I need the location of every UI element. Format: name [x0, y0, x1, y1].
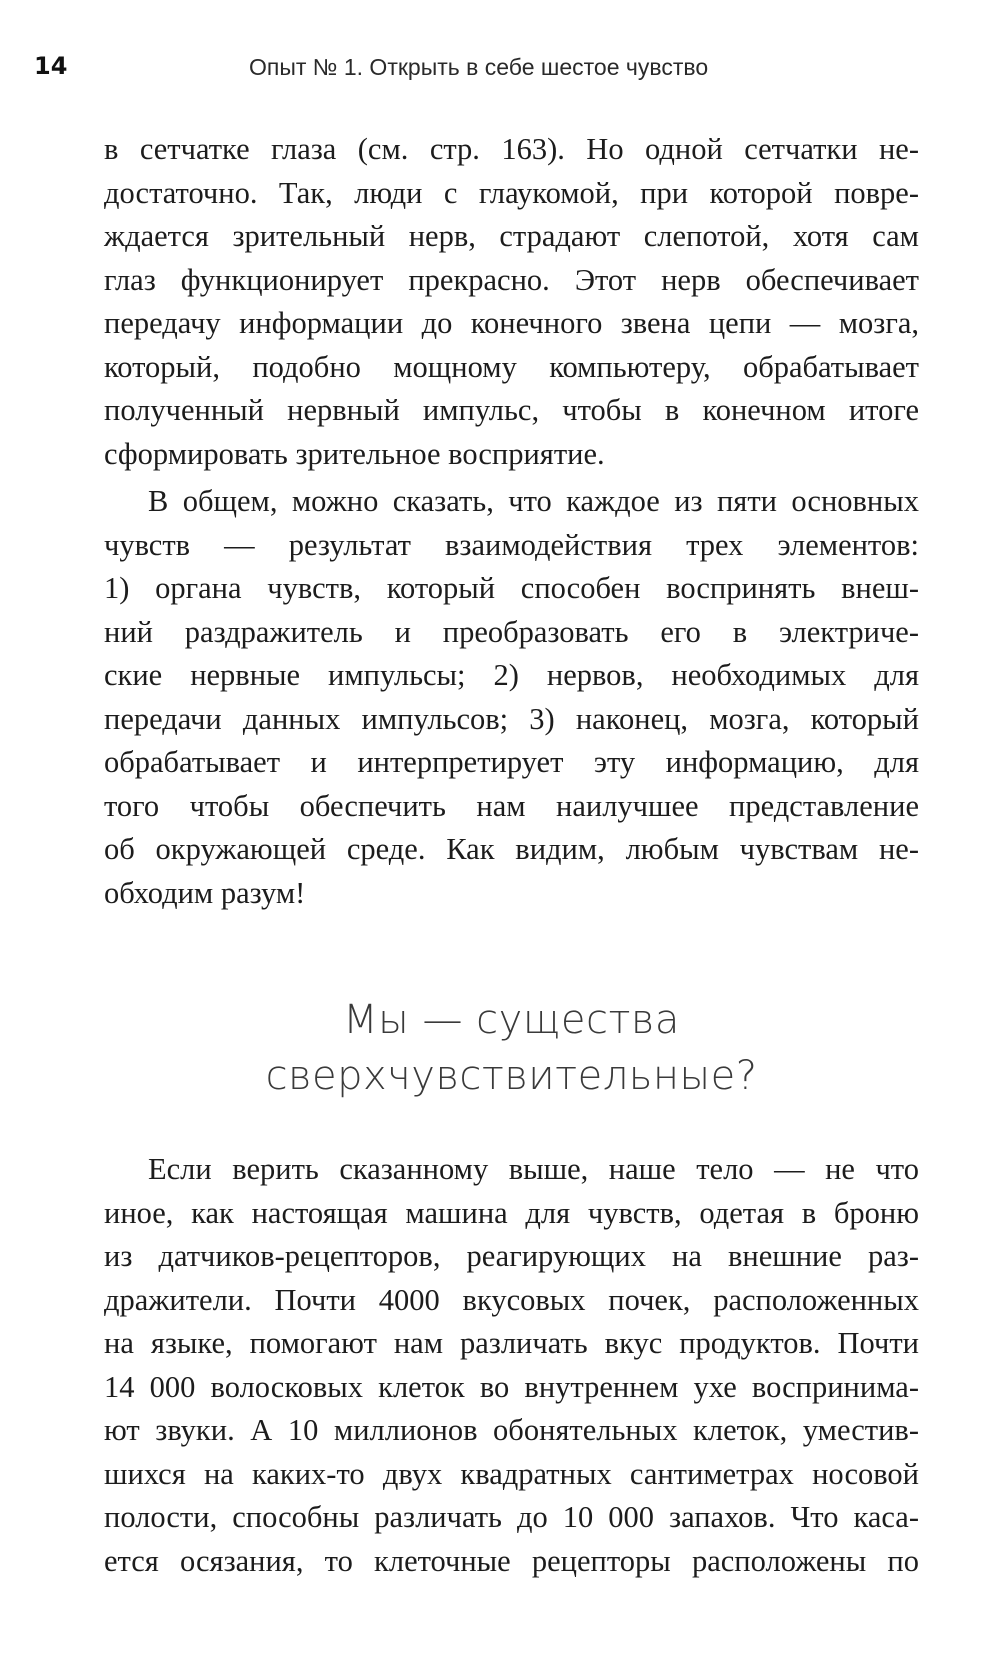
text-line: обрабатывает и интерпретирует эту информацию, для [104, 745, 919, 779]
text-line: глаз функционирует прекрасно. Этот нерв обеспечивает [104, 262, 919, 297]
text-line: обходим разум! [104, 875, 306, 910]
text-line: ют звуки. А 10 миллионов обонятельных клеток, уместив- [104, 1413, 919, 1447]
text-line: дражители. Почти 4000 вкусовых почек, расположенных [104, 1282, 919, 1317]
text-line: 14 000 волосковых клеток во внутреннем ухе воспринима- [104, 1369, 919, 1404]
text-line: ний раздражитель и преобразовать его в электриче- [104, 614, 919, 649]
text-line: полости, способны различать до 10 000 запахов. Что каса- [104, 1500, 919, 1534]
paragraph-2 [104, 480, 919, 915]
text-line: В общем, можно сказать, что каждое из пяти основных [148, 484, 919, 518]
text-line: чувств — результат взаимодействия трех элементов: [104, 527, 919, 562]
text-line: достаточно. Так, люди с глаукомой, при которой повре- [104, 175, 919, 210]
running-head-title: Опыт № 1. Открыть в себе шестое чувство [249, 54, 709, 80]
text-line: ские нервные импульсы; 2) нервов, необходимых для [104, 658, 919, 692]
text-line: который, подобно мощному компьютеру, обрабатывает [104, 349, 919, 384]
text-line: из датчиков-рецепторов, реагирующих на внешние раз- [104, 1239, 919, 1273]
text-line: шихся на каких-то двух квадратных сантиметрах носовой [104, 1456, 919, 1491]
text-line: Если верить сказанному выше, наше тело — не что [148, 1152, 919, 1186]
text-line: на языке, помогают нам различать вкус продуктов. Почти [104, 1326, 919, 1360]
text-line: об окружающей среде. Как видим, любым чувствам не- [104, 832, 919, 866]
text-line: того чтобы обеспечить нам наилучшее представление [104, 788, 919, 823]
text-line: сформировать зрительное восприятие. [104, 436, 605, 471]
text-line: передачу информации до конечного звена цепи — мозга, [104, 306, 919, 340]
running-head [34, 52, 940, 88]
text-line: ждается зрительный нерв, страдают слепотой, хотя сам [104, 219, 919, 253]
section-heading-line-1: Мы — существа [343, 997, 680, 1043]
text-line: иное, как настоящая машина для чувств, одетая в броню [104, 1195, 919, 1230]
text-line: передачи данных импульсов; 3) наконец, мозга, который [104, 701, 919, 736]
text-line: полученный нервный импульс, чтобы в конечном итоге [104, 393, 919, 427]
section-heading-line-2: сверхчувствительные? [265, 1053, 758, 1099]
text-line: ется осязания, то клеточные рецепторы расположены по [104, 1543, 919, 1578]
text-line: 1) органа чувств, который способен воспринять внеш- [104, 571, 919, 605]
text-line: в сетчатке глаза (см. стр. 163). Но одной сетчатки не- [104, 132, 919, 166]
section-heading [104, 992, 919, 1104]
paragraph-3 [104, 1148, 919, 1583]
page-number: 14 [34, 52, 68, 80]
paragraph-1 [104, 128, 919, 476]
